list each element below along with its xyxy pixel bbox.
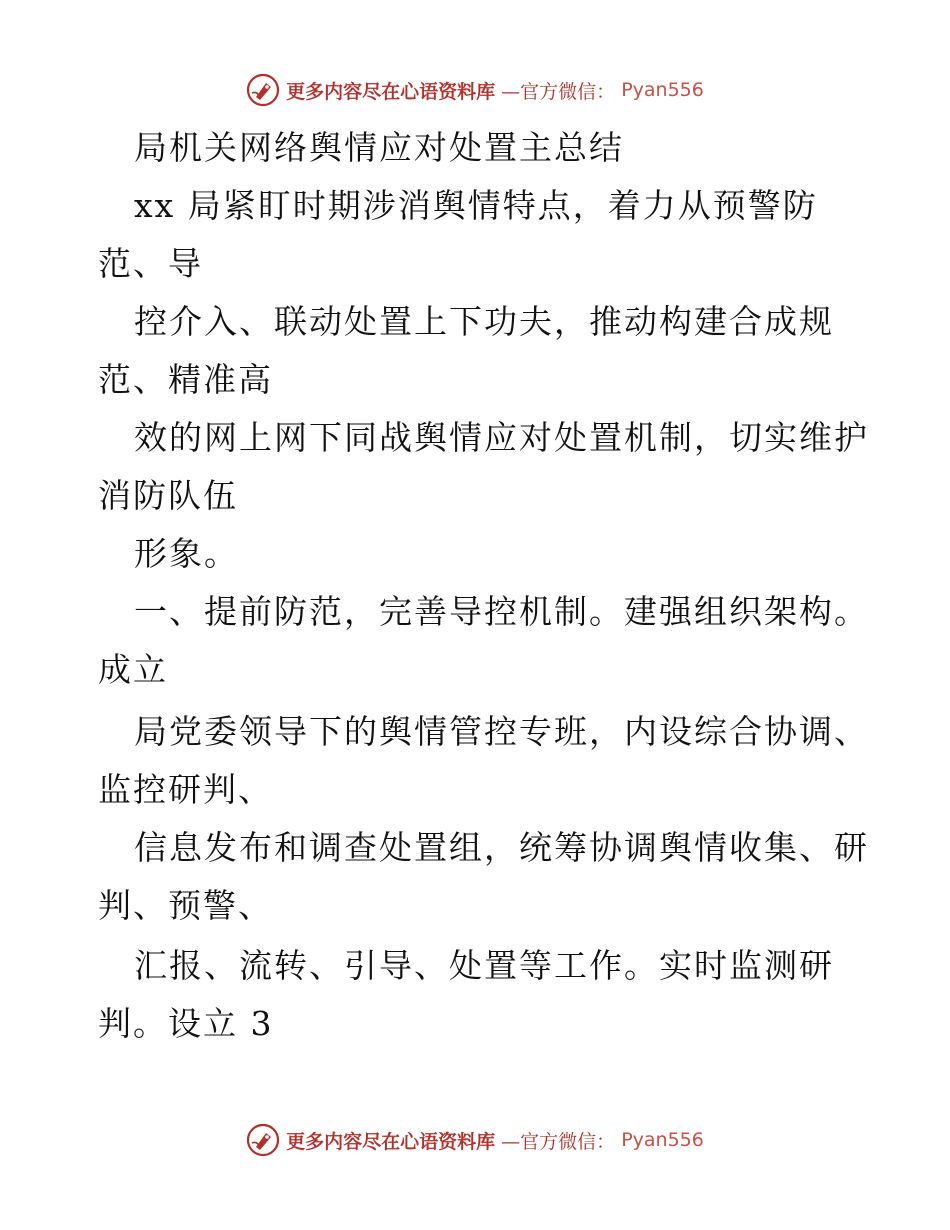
- document-line: 范、导: [98, 244, 203, 283]
- document-line: 判。设立 3: [98, 1004, 274, 1043]
- pen-nib-logo-icon: [246, 73, 280, 107]
- document-line: 信息发布和调查处置组，统筹协调舆情收集、研: [134, 828, 869, 867]
- footer-banner-wechat-id: Pyan556: [621, 1129, 704, 1151]
- document-line: 成立: [98, 650, 168, 689]
- document-line: 效的网上网下同战舆情应对处置机制，切实维护: [134, 418, 869, 457]
- document-line: 消防队伍: [98, 476, 238, 515]
- header-banner-wechat-id: Pyan556: [621, 79, 704, 101]
- document-line: xx 局紧盯时期涉消舆情特点，着力从预警防: [134, 186, 818, 225]
- footer-banner-content: [246, 1123, 704, 1157]
- footer-banner-text: 更多内容尽在心语资料库: [286, 1130, 496, 1153]
- footer-banner: [0, 1120, 950, 1160]
- document-line: 控介入、联动处置上下功夫，推动构建合成规: [134, 302, 834, 341]
- header-banner: [0, 70, 950, 110]
- pen-nib-logo-icon: [246, 1123, 280, 1157]
- document-line: 一、提前防范，完善导控机制。建强组织架构。: [134, 592, 869, 631]
- document-title: 局机关网络舆情应对处置主总结: [134, 128, 624, 167]
- document-line: 范、精准高: [98, 360, 273, 399]
- document-line: 局党委领导下的舆情管控专班，内设综合协调、: [134, 712, 869, 751]
- document-line: 监控研判、: [98, 770, 273, 809]
- document-line: 形象。: [134, 534, 239, 573]
- document-line: 汇报、流转、引导、处置等工作。实时监测研: [134, 946, 834, 985]
- footer-banner-separator: —官方微信：: [501, 1130, 616, 1153]
- header-banner-text: 更多内容尽在心语资料库: [286, 80, 496, 103]
- header-banner-separator: —官方微信：: [501, 80, 616, 103]
- header-banner-content: [246, 73, 704, 107]
- document-line: 判、预警、: [98, 886, 273, 925]
